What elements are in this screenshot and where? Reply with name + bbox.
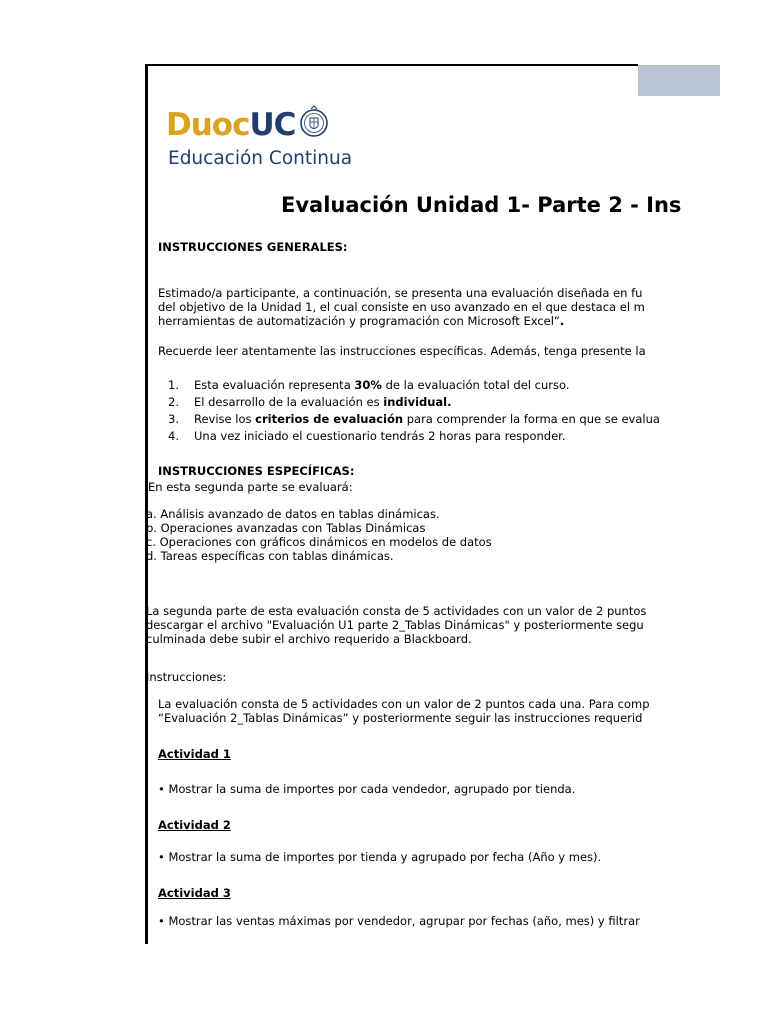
activity-2-title: Actividad 2	[158, 818, 231, 832]
reminder-text: Recuerde leer atentamente las instrucciones específicas. Además, tenga presente la	[158, 344, 646, 358]
duocuc-logo	[166, 107, 295, 143]
list-item-2	[194, 395, 452, 409]
list-item-1-bold: 30%	[354, 378, 382, 392]
topic-c: c. Operaciones con gráficos dinámicos en modelos de datos	[146, 535, 492, 549]
list-number-3: 3.	[168, 412, 179, 426]
top-border	[145, 64, 638, 66]
list-item-4: Una vez iniciado el cuestionario tendrás 2 horas para responder.	[194, 429, 566, 443]
intro-line-1: Estimado/a participante, a continuación, se presenta una evaluación diseñada en fu	[158, 286, 643, 300]
intro-line-3-text: herramientas de automatización y programación con Microsoft Excel”	[158, 314, 560, 328]
activity-1-title: Actividad 1	[158, 747, 231, 761]
instructions-line-2: “Evaluación 2_Tablas Dinámicas” y posteriormente seguir las instrucciones requerid	[158, 711, 643, 725]
list-item-1-tail: de la evaluación total del curso.	[381, 378, 570, 392]
topic-b: b. Operaciones avanzadas con Tablas Dinámicas	[146, 521, 426, 535]
description-line-3: culminada debe subir el archivo requerido a Blackboard.	[146, 632, 472, 646]
list-item-3-bold: criterios de evaluación	[255, 412, 404, 426]
list-item-1-text: Esta evaluación representa	[194, 378, 355, 392]
list-item-3-text: Revise los	[194, 412, 256, 426]
logo-uc-text: UC	[249, 107, 296, 143]
list-number-4: 4.	[168, 429, 179, 443]
list-item-2-bold: individual	[383, 395, 448, 409]
logo-subtitle: Educación Continua	[168, 148, 353, 169]
page-title: Evaluación Unidad 1- Parte 2 - Ins	[281, 193, 682, 217]
logo-duoc-text: Duoc	[166, 107, 250, 143]
intro-line-2: del objetivo de la Unidad 1, el cual consiste en uso avanzado en el que destaca el m	[158, 300, 645, 314]
description-line-2: descargar el archivo "Evaluación U1 parte 2_Tablas Dinámicas" y posteriormente segu	[146, 618, 644, 632]
sheet-content	[146, 96, 682, 944]
list-item-3	[194, 412, 660, 426]
description-line-1: La segunda parte de esta evaluación consta de 5 actividades con un valor de 2 puntos	[146, 604, 647, 618]
list-item-3-tail: para comprender la forma en que se evalua	[403, 412, 660, 426]
list-item-2-tail: .	[447, 395, 452, 409]
evaluates-text: En esta segunda parte se evaluará:	[148, 480, 353, 494]
list-item-1	[194, 378, 569, 392]
header-band	[638, 65, 720, 96]
instructions-line-1: La evaluación consta de 5 actividades con un valor de 2 puntos cada una. Para comp	[158, 697, 650, 711]
instructions-label: Instrucciones:	[146, 670, 227, 684]
topic-a: a. Análisis avanzado de datos en tablas dinámicas.	[146, 507, 440, 521]
list-number-2: 2.	[168, 395, 179, 409]
topic-d: d. Tareas específicas con tablas dinámicas.	[146, 549, 394, 563]
activity-1-text: • Mostrar la suma de importes por cada vendedor, agrupado por tienda.	[158, 782, 576, 796]
general-heading: INSTRUCCIONES GENERALES:	[158, 240, 348, 254]
activity-2-text: • Mostrar la suma de importes por tienda y agrupado por fecha (Año y mes).	[158, 850, 602, 864]
activity-3-text: • Mostrar las ventas máximas por vendedor, agrupar por fechas (año, mes) y filtrar	[158, 914, 640, 928]
intro-line-3	[158, 314, 564, 328]
university-seal-icon	[299, 103, 329, 143]
list-item-2-text: El desarrollo de la evaluación es	[194, 395, 384, 409]
list-number-1: 1.	[168, 378, 179, 392]
activity-3-title: Actividad 3	[158, 886, 231, 900]
intro-line-3-period: .	[559, 314, 565, 328]
specific-heading: INSTRUCCIONES ESPECÍFICAS:	[158, 464, 355, 478]
